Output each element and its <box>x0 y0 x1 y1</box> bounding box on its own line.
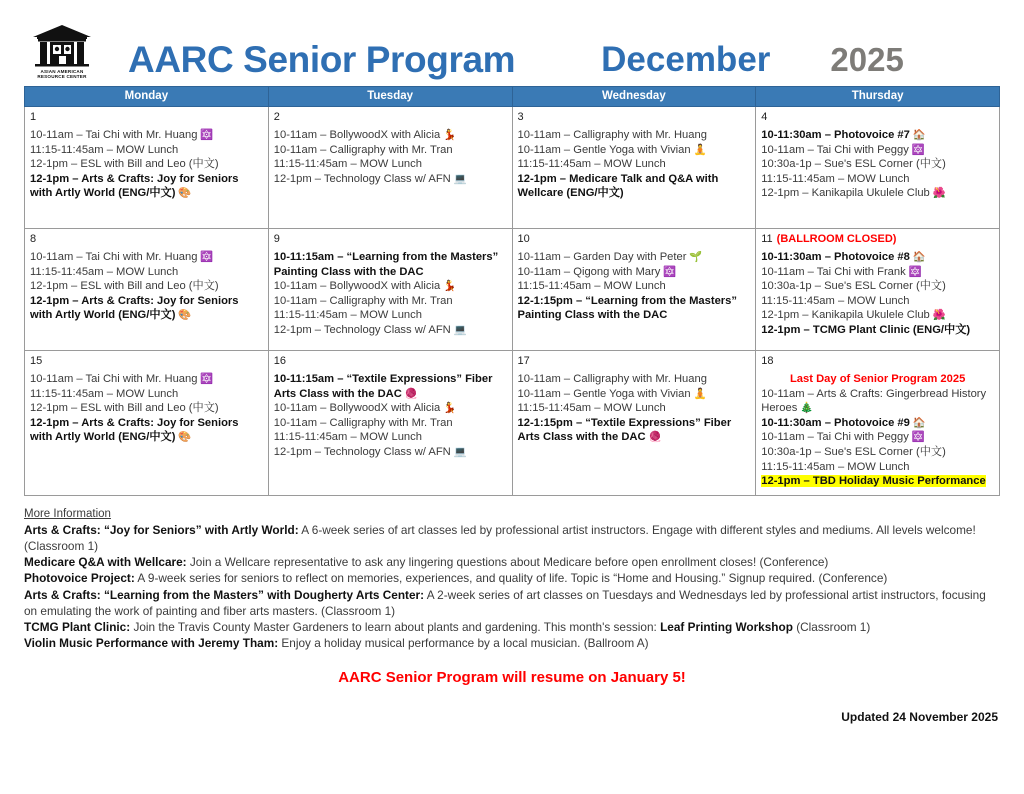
calendar-day-cell-4[interactable] <box>756 107 1000 229</box>
art-palette-icon: 🎨 <box>175 309 192 322</box>
computer-icon: 💻 <box>450 172 467 185</box>
calendar-event-text: 10-11am – Tai Chi with Peggy <box>761 143 909 156</box>
calendar-day-cell-18[interactable] <box>756 351 1000 496</box>
calendar-day-cell-8[interactable] <box>25 229 269 351</box>
calendar-day-cell-2[interactable] <box>268 107 512 229</box>
calendar-event-text: 10-11am – Qigong with Mary <box>517 265 661 278</box>
taichi-symbol-icon: 🔯 <box>660 265 677 278</box>
info-entry <box>24 570 1000 586</box>
calendar-event[interactable] <box>274 250 507 279</box>
year-label: 2025 <box>830 41 904 78</box>
info-entry <box>24 587 1000 619</box>
day-number-value: 8 <box>30 233 37 245</box>
calendar-day-cell-16[interactable] <box>268 351 512 496</box>
calendar-event-text: 11:15-11:45am – MOW Lunch <box>273 431 422 444</box>
calendar-event[interactable] <box>274 416 507 431</box>
day-number-value: 16 <box>273 355 286 367</box>
calendar-event-text: 10-11am – Calligraphy with Mr. Tran <box>273 143 453 156</box>
day-number <box>761 354 994 368</box>
calendar-event[interactable] <box>274 445 507 460</box>
day-number-value: 18 <box>761 355 774 367</box>
calendar-event[interactable] <box>30 387 263 402</box>
calendar-event-text: 10-11am – Calligraphy with Mr. Huang <box>517 373 707 385</box>
calendar-event[interactable] <box>761 308 994 323</box>
calendar-event-text: 10-11am – Arts & Crafts: Gingerbread History Heroes <box>761 387 987 415</box>
calendar-event-text: 10-11am – Calligraphy with Mr. Huang <box>517 129 707 141</box>
calendar-header-row <box>25 87 1000 107</box>
computer-icon: 💻 <box>450 323 467 336</box>
info-entry-body: A 6-week series of art classes led by professional artist instructors. Engage with different styles and mediums. All levels welcome! (Classroom 1) <box>24 522 976 553</box>
info-entry <box>24 619 1000 635</box>
calendar-event-text: 12-1pm – Medicare Talk and Q&A with Wellcare (ENG/中文) <box>517 172 719 200</box>
house-icon: 🏠 <box>909 416 926 429</box>
calendar-event[interactable] <box>518 372 751 387</box>
calendar-event-text: 11:15-11:45am – MOW Lunch <box>273 309 422 322</box>
calendar-event[interactable] <box>274 308 507 323</box>
calendar-event[interactable] <box>761 265 994 280</box>
page-title: AARC Senior Program <box>128 39 516 80</box>
calendar-event[interactable] <box>518 387 751 402</box>
calendar-event[interactable] <box>274 401 507 416</box>
aarc-logo <box>24 22 100 80</box>
taichi-symbol-icon: 🔯 <box>905 265 922 278</box>
calendar-event[interactable] <box>30 279 263 294</box>
calendar-column-header-thursday: Thursday <box>756 87 1000 107</box>
calendar-week-row <box>25 229 1000 351</box>
calendar-event-text: 10-11am – Tai Chi with Frank <box>761 265 906 278</box>
calendar-event[interactable] <box>274 323 507 338</box>
dancer-icon: 💃 <box>440 129 457 141</box>
calendar-event-text: 11:15-11:45am – MOW Lunch <box>761 294 910 307</box>
calendar-event[interactable] <box>761 474 994 489</box>
calendar-event-text: 10-11am – Gentle Yoga with Vivian <box>517 143 691 156</box>
taichi-symbol-icon: 🔯 <box>197 129 214 141</box>
ballroom-closed-note: (BALLROOM CLOSED) <box>776 233 897 245</box>
calendar-event[interactable] <box>30 372 263 387</box>
calendar-event-text: 10-11am – Calligraphy with Mr. Tran <box>273 294 453 307</box>
calendar-event-text: 11:15-11:45am – MOW Lunch <box>30 265 179 278</box>
calendar-event[interactable] <box>30 416 263 445</box>
info-entry-bold-tail: Leaf Printing Workshop <box>660 619 793 634</box>
yoga-icon: 🧘 <box>690 387 707 400</box>
calendar-event-text: 12-1pm – Kanikapila Ukulele Club <box>761 187 930 200</box>
day-number-value: 2 <box>273 111 280 123</box>
calendar-event-text: 10-11am – BollywoodX with Alicia <box>273 402 441 415</box>
info-entry-body: A 9-week series for seniors to reflect on memories, experiences, and quality of life. Topic is “Home and Housing.” Signup required. (Conference) <box>134 571 888 586</box>
calendar-event[interactable] <box>761 430 994 445</box>
calendar-event-text: 11:15-11:45am – MOW Lunch <box>30 143 179 156</box>
calendar-column-header-monday: Monday <box>25 87 269 107</box>
calendar-day-cell-9[interactable] <box>268 229 512 351</box>
calendar-event[interactable] <box>761 416 994 431</box>
calendar-event-text: 12-1:15pm – “Textile Expressions” Fiber Arts Class with the DAC <box>517 416 732 444</box>
art-palette-icon: 🎨 <box>175 187 192 200</box>
calendar-event[interactable] <box>30 157 263 172</box>
hibiscus-flower-icon: 🌺 <box>929 309 946 322</box>
calendar-day-cell-1[interactable] <box>25 107 269 229</box>
calendar-event-text: 12-1pm – ESL with Bill and Leo (中文) <box>30 158 219 171</box>
calendar-day-cell-17[interactable] <box>512 351 756 496</box>
calendar-event[interactable] <box>518 157 751 172</box>
calendar-event-text: 10:30a-1p – Sue's ESL Corner (中文) <box>761 158 946 171</box>
calendar-event[interactable] <box>761 279 994 294</box>
calendar-event[interactable] <box>30 172 263 201</box>
info-entry-tail: (Classroom 1) <box>792 619 871 634</box>
more-information-heading: More Information <box>24 507 111 520</box>
calendar-event[interactable] <box>518 265 751 280</box>
calendar-event-text: 11:15-11:45am – MOW Lunch <box>30 387 179 400</box>
day-number <box>761 110 994 124</box>
info-entry-label: Violin Music Performance with Jeremy Tham: <box>24 636 279 651</box>
yarn-icon: 🧶 <box>401 387 418 400</box>
calendar-event-text: 10-11:30am – Photovoice #7 <box>761 129 910 141</box>
info-entry <box>24 522 1000 554</box>
calendar-event[interactable] <box>518 279 751 294</box>
info-entry-body: Join the Travis County Master Gardeners to learn about plants and gardening. This month's session: <box>130 619 661 634</box>
hibiscus-flower-icon: 🌺 <box>929 187 946 200</box>
calendar-event[interactable] <box>518 250 751 265</box>
calendar-event-text: 12-1pm – ESL with Bill and Leo (中文) <box>30 280 219 293</box>
calendar-event[interactable] <box>274 294 507 309</box>
taichi-symbol-icon: 🔯 <box>197 251 214 263</box>
yoga-icon: 🧘 <box>690 143 707 156</box>
dancer-icon: 💃 <box>440 402 457 415</box>
calendar-event[interactable] <box>518 172 751 201</box>
christmas-tree-icon: 🎄 <box>797 402 814 415</box>
calendar-event-text: 10:30a-1p – Sue's ESL Corner (中文) <box>761 445 946 458</box>
taichi-symbol-icon: 🔯 <box>908 143 925 156</box>
logo-caption-line2: RESOURCE CENTER <box>37 74 87 80</box>
calendar-event[interactable] <box>518 416 751 445</box>
calendar-column-header-tuesday: Tuesday <box>268 87 512 107</box>
day-number <box>518 110 751 124</box>
page-header <box>24 18 1000 80</box>
dancer-icon: 💃 <box>440 280 457 293</box>
more-information-section <box>24 506 1000 652</box>
calendar-event[interactable] <box>518 294 751 323</box>
info-entry-label: TCMG Plant Clinic: <box>24 619 131 634</box>
calendar-event[interactable] <box>761 128 994 143</box>
calendar-event-text: 10-11am – Garden Day with Peter <box>517 251 687 263</box>
house-icon: 🏠 <box>909 251 926 263</box>
calendar-event-text: 12-1pm – Kanikapila Ukulele Club <box>761 309 930 322</box>
calendar-event-text: 12-1pm – Arts & Crafts: Joy for Seniors with Artly World (ENG/中文) <box>30 294 239 322</box>
calendar-event[interactable] <box>761 460 994 475</box>
calendar-event[interactable] <box>274 430 507 445</box>
seedling-icon: 🌱 <box>686 251 703 263</box>
day-number <box>30 232 263 246</box>
calendar-event[interactable] <box>274 279 507 294</box>
taichi-symbol-icon: 🔯 <box>908 431 925 444</box>
calendar-day-cell-15[interactable] <box>25 351 269 496</box>
day-number <box>761 232 994 246</box>
info-entry-label: Arts & Crafts: “Joy for Seniors” with Artly World: <box>24 522 299 537</box>
calendar-event-text: 12-1pm – Technology Class w/ AFN <box>273 172 451 185</box>
calendar-event-text: 10-11am – BollywoodX with Alicia <box>273 280 441 293</box>
day-number-value: 11 <box>761 233 773 245</box>
calendar-event[interactable] <box>30 401 263 416</box>
calendar-event[interactable] <box>30 250 263 265</box>
day-number-value: 10 <box>517 233 530 245</box>
updated-date: Updated 24 November 2025 <box>841 710 998 725</box>
calendar-event-text: 10-11am – Tai Chi with Mr. Huang <box>30 129 198 141</box>
calendar-event-text: 12-1pm – Technology Class w/ AFN <box>273 445 451 458</box>
calendar-event-text: 11:15-11:45am – MOW Lunch <box>761 460 910 473</box>
calendar-event[interactable] <box>30 265 263 280</box>
calendar-event[interactable] <box>274 128 507 143</box>
calendar-event-text: 12-1:15pm – “Learning from the Masters” Painting Class with the DAC <box>517 294 737 322</box>
computer-icon: 💻 <box>450 445 467 458</box>
house-icon: 🏠 <box>909 129 926 141</box>
day-number <box>30 354 263 368</box>
calendar-event[interactable] <box>274 143 507 158</box>
calendar-table <box>24 86 1000 496</box>
calendar-event[interactable] <box>30 128 263 143</box>
calendar-event-text: 11:15-11:45am – MOW Lunch <box>273 158 422 171</box>
resume-notice: AARC Senior Program will resume on January 5! <box>338 669 686 687</box>
calendar-event-text: 10-11:30am – Photovoice #8 <box>761 251 910 263</box>
info-entry-label: Medicare Q&A with Wellcare: <box>24 555 187 570</box>
info-entry-body: A 2-week series of art classes on Tuesdays and Wednesdays led by professional artist instructors, focusing on emulating the work of painting and fiber arts masters. (Classroom 1) <box>24 587 986 618</box>
logo-caption <box>27 69 97 80</box>
day-number-value: 15 <box>30 355 43 367</box>
calendar-day-cell-11[interactable] <box>756 229 1000 351</box>
calendar-day-cell-3[interactable] <box>512 107 756 229</box>
calendar-event-text: 12-1pm – ESL with Bill and Leo (中文) <box>30 402 219 415</box>
art-palette-icon: 🎨 <box>175 431 192 444</box>
calendar-event[interactable] <box>518 143 751 158</box>
calendar-column-header-wednesday: Wednesday <box>512 87 756 107</box>
calendar-event-text: 12-1pm – Arts & Crafts: Joy for Seniors with Artly World (ENG/中文) <box>30 416 239 444</box>
info-entry <box>24 635 1000 651</box>
day-number <box>518 232 751 246</box>
calendar-event-text: 10-11am – Tai Chi with Mr. Huang <box>30 251 198 263</box>
day-number <box>274 354 507 368</box>
calendar-event[interactable] <box>761 294 994 309</box>
day-number <box>274 232 507 246</box>
calendar-event[interactable] <box>274 157 507 172</box>
calendar-event-text: 10-11am – Gentle Yoga with Vivian <box>517 387 691 400</box>
day-number <box>30 110 263 124</box>
calendar-week-row <box>25 351 1000 496</box>
info-entry-label: Photovoice Project: <box>24 571 135 586</box>
calendar-event-text: 10-11am – Tai Chi with Mr. Huang <box>30 373 198 385</box>
calendar-event[interactable] <box>274 372 507 401</box>
info-entry-label: Arts & Crafts: “Learning from the Masters” with Dougherty Arts Center: <box>24 587 425 602</box>
day-number-value: 17 <box>517 355 530 367</box>
logo-caption-line1: ASIAN AMERICAN <box>40 68 84 74</box>
calendar-event-text: 10-11am – Calligraphy with Mr. Tran <box>273 416 453 429</box>
day-number <box>274 110 507 124</box>
pagoda-building-icon <box>31 24 93 68</box>
calendar-event-text: 10-11am – Tai Chi with Peggy <box>761 431 909 444</box>
calendar-event[interactable] <box>761 445 994 460</box>
calendar-event-text: 11:15-11:45am – MOW Lunch <box>761 172 910 185</box>
info-entry <box>24 554 1000 570</box>
calendar-event[interactable] <box>30 143 263 158</box>
calendar-event[interactable] <box>761 250 994 265</box>
calendar-event-text: 10:30a-1p – Sue's ESL Corner (中文) <box>761 280 946 293</box>
taichi-symbol-icon: 🔯 <box>197 373 214 385</box>
day-number-value: 4 <box>761 111 768 123</box>
calendar-event[interactable] <box>761 143 994 158</box>
info-entry-body: Enjoy a holiday musical performance by a local musician. (Ballroom A) <box>278 636 649 651</box>
day-number-value: 1 <box>30 111 37 123</box>
calendar-event[interactable] <box>761 387 994 416</box>
calendar-event-text: 10-11am – BollywoodX with Alicia <box>273 129 441 141</box>
calendar-event[interactable] <box>761 323 994 338</box>
calendar-event[interactable] <box>518 128 751 143</box>
calendar-event-text: 12-1pm – TCMG Plant Clinic (ENG/中文) <box>761 323 971 336</box>
calendar-week-row <box>25 107 1000 229</box>
day-number <box>518 354 751 368</box>
calendar-event-text: 12-1pm – TBD Holiday Music Performance <box>761 475 986 488</box>
calendar-event-text: 11:15-11:45am – MOW Lunch <box>517 158 666 171</box>
calendar-event-text: 11:15-11:45am – MOW Lunch <box>517 402 666 415</box>
calendar-event-text: 10-11:15am – “Learning from the Masters” Painting Class with the DAC <box>273 251 499 278</box>
calendar-event-text: 10-11:30am – Photovoice #9 <box>761 416 910 429</box>
calendar-event-text: 10-11:15am – “Textile Expressions” Fiber Arts Class with the DAC <box>273 373 493 400</box>
info-entry-body: Join a Wellcare representative to ask any lingering questions about Medicare before open enrollment closes! (Conference) <box>186 555 829 570</box>
calendar-event[interactable] <box>518 401 751 416</box>
calendar-event-text: 12-1pm – Technology Class w/ AFN <box>273 323 451 336</box>
yarn-icon: 🧶 <box>645 431 662 444</box>
calendar-event[interactable] <box>761 157 994 172</box>
calendar-event[interactable] <box>761 172 994 187</box>
day-number-value: 3 <box>517 111 524 123</box>
month-label: December <box>601 40 771 79</box>
calendar-event-text: 11:15-11:45am – MOW Lunch <box>517 280 666 293</box>
last-day-banner: Last Day of Senior Program 2025 <box>789 373 966 385</box>
calendar-day-cell-10[interactable] <box>512 229 756 351</box>
day-number-value: 9 <box>273 233 280 245</box>
calendar-event-text: 12-1pm – Arts & Crafts: Joy for Seniors with Artly World (ENG/中文) <box>30 172 239 200</box>
calendar-event[interactable] <box>30 294 263 323</box>
calendar-event[interactable] <box>274 172 507 187</box>
calendar-event[interactable] <box>761 186 994 201</box>
